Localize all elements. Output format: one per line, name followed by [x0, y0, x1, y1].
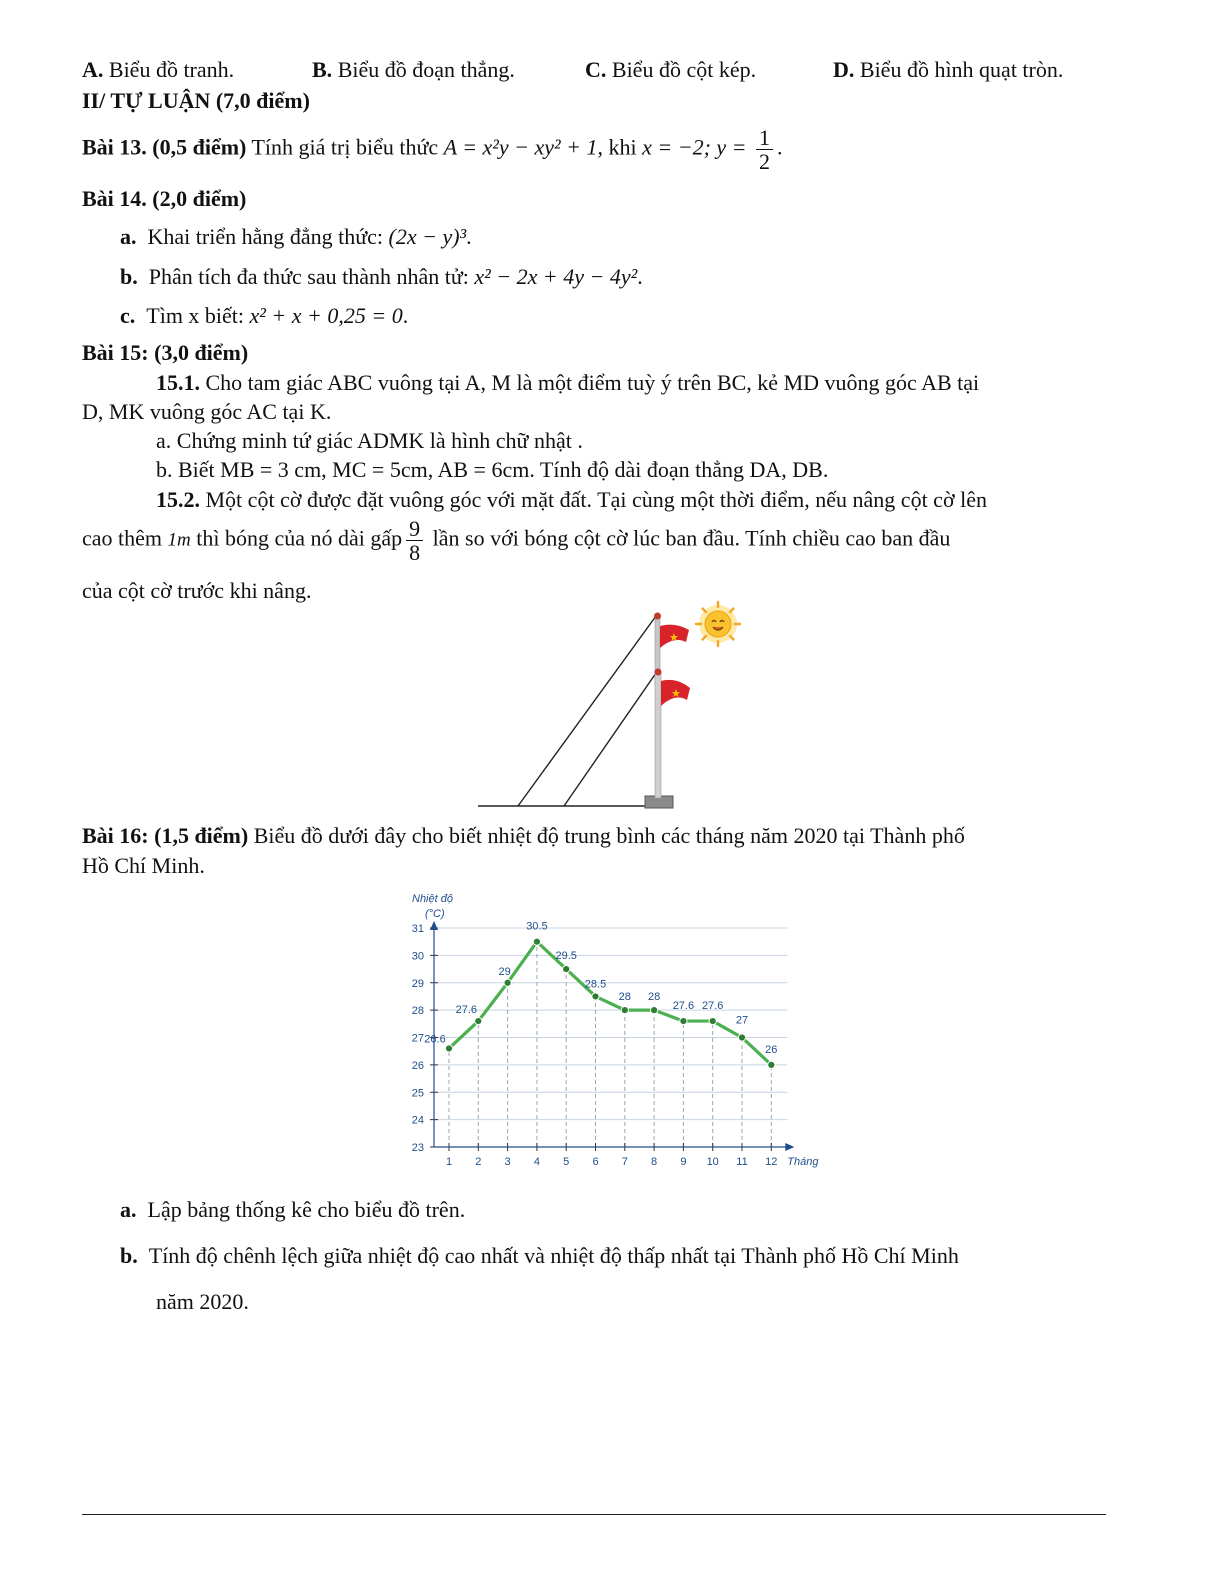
- data-label: 26.6: [424, 1033, 446, 1046]
- x-tick-label: 2: [475, 1156, 482, 1168]
- x-tick-label: 8: [651, 1156, 658, 1168]
- fraction-one-half: $\frac{1}{2}$: [756, 126, 773, 173]
- bai16: Bài 16: (1,5 điểm) Biểu đồ dưới đây cho biết nhiệt độ trung bình các tháng năm 2020 tại Thành phố: [82, 823, 965, 848]
- bai15-label: Bài 15: (3,0 điểm): [82, 340, 249, 365]
- x-axis-title: Tháng: [787, 1156, 819, 1168]
- bai16-a: a. Lập bảng thống kê cho biểu đồ trên.: [120, 1197, 466, 1222]
- x-tick-label: 11: [736, 1156, 748, 1168]
- x-tick-label: 1: [445, 1156, 453, 1168]
- y-axis-unit: (°C): [425, 908, 445, 920]
- bai15-2-line3: của cột cờ trước khi nâng.: [82, 578, 312, 603]
- x-axis-arrow: [785, 1143, 794, 1151]
- data-point: [445, 1045, 452, 1052]
- flagpole-illustration: [470, 598, 750, 820]
- x-tick-label: 7: [621, 1156, 628, 1168]
- data-point: [563, 965, 570, 972]
- data-point: [709, 1017, 716, 1024]
- pole: [655, 672, 661, 798]
- data-label: 29.5: [555, 950, 577, 963]
- data-label: 27.6: [455, 1004, 478, 1017]
- bai14-a: a. Khai triển hằng đẳng thức: (2x − y)³.: [120, 224, 472, 249]
- x-tick-label: 6: [592, 1156, 599, 1168]
- y-tick-label: 27: [411, 1032, 424, 1045]
- x-tick-label: 9: [680, 1156, 687, 1168]
- y-axis-arrow: [430, 921, 438, 930]
- data-point: [680, 1017, 687, 1024]
- y-tick-label: 26: [411, 1059, 424, 1072]
- data-label: 28.5: [584, 978, 607, 991]
- fraction-nine-eighths: $\frac{9}{8}$: [406, 517, 423, 564]
- bai15-2-line2: cao thêm 1m thì bóng của nó dài gấp $\frac{9}{8}$ lần so với bóng cột cờ lúc ban đầu. Tính chiều cao ban đầu: [82, 516, 951, 566]
- data-point: [651, 1007, 658, 1014]
- y-tick-label: 30: [411, 950, 424, 963]
- sun-icon: [696, 602, 740, 646]
- bai16-b: b. Tính độ chênh lệch giữa nhiệt độ cao nhất và nhiệt độ thấp nhất tại Thành phố Hồ Chí Minh: [120, 1243, 959, 1268]
- data-point: [592, 993, 599, 1000]
- data-label: 29: [498, 965, 511, 978]
- data-point: [768, 1061, 775, 1068]
- data-point: [533, 938, 540, 945]
- shadow-ray-raised: [518, 616, 656, 806]
- data-label: 26: [765, 1043, 778, 1056]
- option-c: C. Biểu đồ cột kép.: [585, 57, 757, 82]
- pole-top-raised: [654, 613, 661, 620]
- x-tick-label: 5: [563, 1156, 570, 1168]
- y-tick-label: 23: [411, 1142, 424, 1154]
- bai16-cont: Hồ Chí Minh.: [82, 853, 205, 878]
- star-icon-lower: ★: [671, 688, 681, 700]
- bai13-expression: A = x²y − xy² + 1: [443, 134, 598, 160]
- data-label: 27: [735, 1014, 749, 1027]
- option-b: B. Biểu đồ đoạn thẳng.: [312, 57, 515, 82]
- shadow-ray-original: [564, 673, 656, 806]
- data-point: [621, 1007, 628, 1014]
- data-label: 28: [618, 991, 631, 1004]
- x-tick-label: 3: [504, 1156, 511, 1168]
- bai13-label: Bài 13. (0,5 điểm): [82, 134, 247, 160]
- option-a: A. Biểu đồ tranh.: [82, 57, 235, 82]
- bai15-1-b: b. Biết MB = 3 cm, MC = 5cm, AB = 6cm. Tính độ dài đoạn thẳng DA, DB.: [156, 457, 829, 482]
- y-axis-title: Nhiệt độ: [412, 893, 453, 905]
- data-label: 27.6: [701, 1000, 724, 1013]
- temperature-line-chart: [400, 885, 840, 1175]
- y-tick-label: 28: [411, 1005, 424, 1018]
- y-tick-label: 24: [411, 1114, 424, 1127]
- pole-top: [655, 669, 662, 676]
- star-icon-upper: ★: [669, 632, 679, 644]
- data-label: 30.5: [526, 920, 548, 933]
- y-tick-label: 31: [411, 923, 424, 935]
- data-label: 28: [647, 991, 661, 1004]
- bai14-label: Bài 14. (2,0 điểm): [82, 186, 247, 211]
- y-tick-label: 29: [411, 977, 424, 990]
- bai15-2: 15.2. Một cột cờ được đặt vuông góc với mặt đất. Tại cùng một thời điểm, nếu nâng cột cờ lên: [156, 487, 987, 512]
- x-tick-label: 12: [765, 1156, 778, 1168]
- bai14-b: b. Phân tích đa thức sau thành nhân tử: x² − 2x + 4y − 4y².: [120, 264, 643, 289]
- bai16-b-cont: năm 2020.: [156, 1289, 249, 1314]
- bai13: Bài 13. (0,5 điểm) Tính giá trị biểu thức A = x²y − xy² + 1, khi x = −2; y = $\frac{1}{2}$ .: [82, 125, 783, 175]
- section-title: II/ TỰ LUẬN (7,0 điểm): [82, 88, 310, 113]
- data-point: [475, 1017, 482, 1024]
- bai15-1-a: a. Chứng minh tứ giác ADMK là hình chữ nhật .: [156, 428, 583, 453]
- data-label: 27.6: [672, 1000, 695, 1013]
- x-tick-label: 10: [706, 1156, 719, 1168]
- data-point: [504, 979, 511, 986]
- data-point: [738, 1034, 745, 1041]
- y-tick-label: 25: [411, 1087, 424, 1100]
- footer-rule: [82, 1514, 1106, 1515]
- option-d: D. Biểu đồ hình quạt tròn.: [833, 57, 1064, 82]
- bai15-1: 15.1. Cho tam giác ABC vuông tại A, M là một điểm tuỳ ý trên BC, kẻ MD vuông góc AB tại: [156, 370, 980, 395]
- bai15-1-cont: D, MK vuông góc AC tại K.: [82, 399, 332, 424]
- x-tick-label: 4: [533, 1156, 540, 1168]
- bai14-c: c. Tìm x biết: x² + x + 0,25 = 0.: [120, 303, 409, 328]
